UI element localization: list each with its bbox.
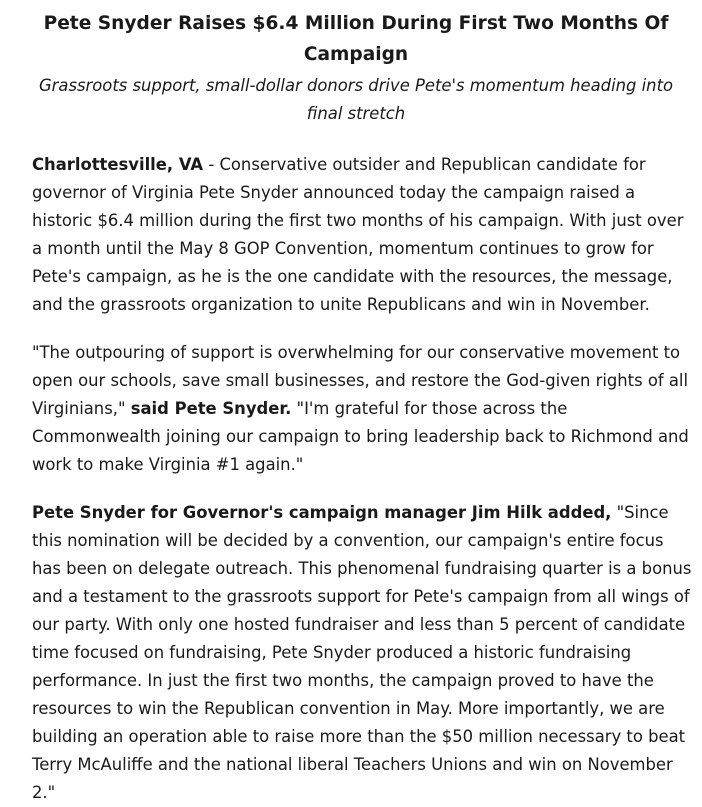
paragraph-1-text: Conservative outsider and Republican candidate for governor of Virginia Pete Snyder announced today the campaign raised a historic $6.4 million during the first two months of his campaign. With just over a month until the May 8 GOP Convention, momentum continues to grow for Pete's campaign, as he is the one candidate with the resources, the message, and the grassroots organization to unite Republicans and win in November. — [32, 155, 684, 314]
article-title: Pete Snyder Raises $6.4 Million During First Two Months Of Campaign — [43, 13, 669, 65]
paragraph-1 — [32, 151, 692, 319]
quote-attribution: said Pete Snyder. — [130, 399, 292, 418]
quote-part-a: "The outpouring of support is overwhelming for our conservative movement to open our schools, save small businesses, and restore the God-given rights of all Virginians," — [32, 343, 689, 418]
dateline-separator: - — [203, 155, 220, 174]
quote-part-b: "I'm grateful for those across the Commonwealth joining our campaign to bring leadership back to Richmond and work to make Virginia #1 again." — [32, 399, 689, 474]
article-subtitle: Grassroots support, small-dollar donors drive Pete's momentum heading into final stretch — [38, 76, 674, 123]
paragraph-2 — [32, 339, 692, 479]
manager-quote: "Since this nomination will be decided by a convention, our campaign's entire focus has been on delegate outreach. This phenomenal fundraising quarter is a bonus and a testament to the grassroots support for Pete's campaign from all wings of our party. With only one hosted fundraiser and less than 5 percent of candidate time focused on fundraising, Pete Snyder produced a historic fundraising performance. In just the first two months, the campaign proved to have the resources to win the Republican convention in May. More importantly, we are building an operation able to raise more than the $50 million necessary to beat Terry McAuliffe and the national liberal Teachers Unions and win on November 2." — [32, 503, 692, 802]
manager-attribution: Pete Snyder for Governor's campaign manager Jim Hilk added, — [32, 503, 612, 522]
dateline: Charlottesville, VA — [32, 155, 204, 174]
paragraph-3 — [32, 499, 692, 807]
